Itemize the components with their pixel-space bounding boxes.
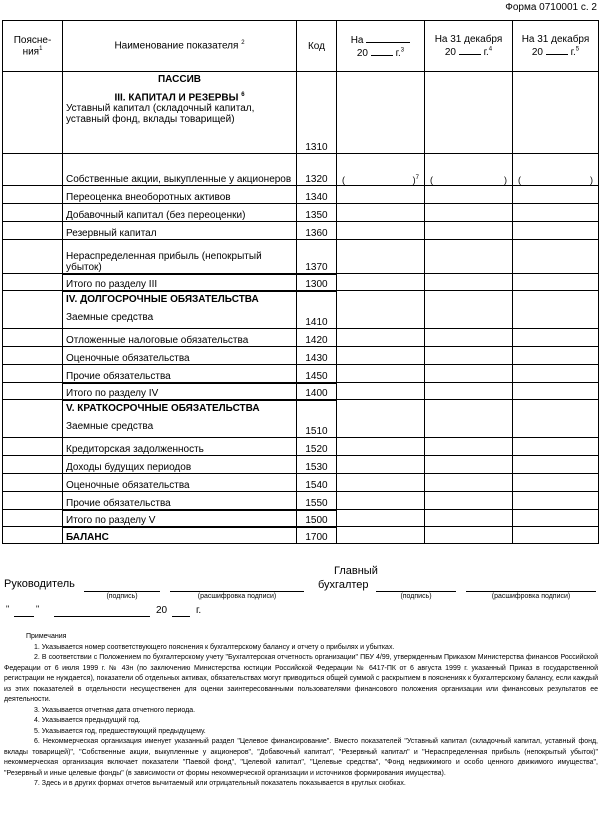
- row-label: Резервный капитал: [63, 222, 297, 240]
- row-code: 1360: [297, 222, 337, 240]
- value-cell[interactable]: [337, 240, 425, 274]
- table-row: [3, 383, 599, 400]
- value-cell[interactable]: [337, 204, 425, 222]
- note-5: 5. Указывается год, предшествующий предыдущему.: [34, 727, 206, 735]
- chief-decode-line[interactable]: [466, 581, 596, 592]
- value-cell[interactable]: [513, 186, 599, 204]
- value-cell[interactable]: [513, 383, 599, 400]
- notes-title: Примечания: [26, 633, 67, 640]
- row-code: 1500: [297, 510, 337, 527]
- value-cell[interactable]: [513, 274, 599, 291]
- note-3: 3. Указывается отчетная дата отчетного периода.: [34, 706, 196, 714]
- table-row: [3, 347, 599, 365]
- date-day-line[interactable]: [14, 606, 34, 617]
- row-label: Прочие обязательства: [63, 492, 297, 510]
- value-cell[interactable]: [425, 240, 513, 274]
- value-cell[interactable]: [513, 474, 599, 492]
- col-period3-header: На 31 декабря 20 г.$^5$: [513, 21, 599, 72]
- head-sign-caption: (подпись): [106, 593, 138, 600]
- table-row: [3, 492, 599, 510]
- value-cell[interactable]: [337, 365, 425, 383]
- row-code: 1530: [297, 456, 337, 474]
- row-code: 1350: [297, 204, 337, 222]
- value-cell[interactable]: ( ): [425, 154, 513, 186]
- value-cell[interactable]: [337, 291, 425, 329]
- row-code: 1310: [297, 72, 337, 154]
- value-cell[interactable]: [337, 492, 425, 510]
- value-cell[interactable]: [425, 400, 513, 438]
- row-code: 1520: [297, 438, 337, 456]
- row-code: 1450: [297, 365, 337, 383]
- value-cell[interactable]: [337, 510, 425, 527]
- section-4-title: IV. ДОЛГОСРОЧНЫЕ ОБЯЗАТЕЛЬСТВА: [66, 293, 259, 305]
- row-label: Оценочные обязательства: [63, 474, 297, 492]
- value-cell[interactable]: [513, 240, 599, 274]
- row-label: Заемные средства: [66, 311, 154, 323]
- section-3-title: III. КАПИТАЛ И РЕЗЕРВЫ $^6$: [114, 92, 245, 104]
- row-code: 1420: [297, 329, 337, 347]
- value-cell[interactable]: [425, 492, 513, 510]
- table-row: [3, 527, 599, 544]
- chief-label-b: бухгалтер: [318, 579, 369, 591]
- head-decode-line[interactable]: [170, 581, 304, 592]
- chief-sign-line[interactable]: [376, 581, 456, 592]
- col-note-header: Поясне- ния$^1$: [3, 21, 63, 72]
- value-cell[interactable]: [513, 72, 599, 154]
- value-cell[interactable]: ( ): [513, 154, 599, 186]
- value-cell[interactable]: [513, 456, 599, 474]
- row-label: Добавочный капитал (без переоценки): [63, 204, 297, 222]
- col-name-header: Наименование показателя $^2$: [63, 21, 297, 72]
- row-code: 1400: [297, 383, 337, 400]
- col-period1-header: На 20 г.$^3$: [337, 21, 425, 72]
- head-label: Руководитель: [4, 578, 75, 590]
- table-row: [3, 474, 599, 492]
- value-cell[interactable]: [425, 365, 513, 383]
- row-code: 1320: [297, 154, 337, 186]
- value-cell[interactable]: [337, 456, 425, 474]
- row-code: 1430: [297, 347, 337, 365]
- row-label: Собственные акции, выкупленные у акционеров: [63, 154, 297, 186]
- table-row: [3, 438, 599, 456]
- value-cell[interactable]: [425, 347, 513, 365]
- row-label: Кредиторская задолженность: [63, 438, 297, 456]
- value-cell[interactable]: [513, 222, 599, 240]
- table-row: [3, 510, 599, 527]
- row-code: 1540: [297, 474, 337, 492]
- table-row: [3, 154, 599, 186]
- passiv-title: ПАССИВ: [157, 74, 201, 85]
- value-cell[interactable]: [513, 438, 599, 456]
- row-label: Нераспределенная прибыль (непокрытый убыток): [63, 240, 297, 274]
- value-cell[interactable]: [337, 474, 425, 492]
- note-4: 4. Указывается предыдущий год.: [34, 717, 141, 724]
- value-cell[interactable]: [337, 274, 425, 291]
- note-7: 7. Здесь и в других формах отчетов вычитаемый или отрицательный показатель показывается в круглых скобках.: [34, 780, 406, 787]
- table-row: [3, 186, 599, 204]
- table-row: [3, 456, 599, 474]
- value-cell[interactable]: [425, 329, 513, 347]
- chief-sign-caption: (подпись): [400, 593, 432, 600]
- row-code: 1410: [297, 291, 337, 329]
- row-label: Итого по разделу V: [63, 510, 297, 527]
- value-cell[interactable]: [425, 510, 513, 527]
- row-code: 1550: [297, 492, 337, 510]
- value-cell[interactable]: [337, 400, 425, 438]
- date-quote-close: ": [36, 604, 40, 614]
- row-label: Переоценка внеоборотных активов: [63, 186, 297, 204]
- col-code-header: Код: [297, 21, 337, 72]
- row-code: 1370: [297, 240, 337, 274]
- table-row: [3, 240, 599, 274]
- row-code: 1340: [297, 186, 337, 204]
- table-row: [3, 72, 599, 154]
- head-decode-caption: (расшифровка подписи): [197, 593, 277, 600]
- value-cell[interactable]: [337, 72, 425, 154]
- note-6: 6. Некоммерческая организация именует указанный раздел "Целевое финансирование". Вместо показателей "Уставный капитал (складочный капитал, уставный фонд, вклады товарищей)", "Собственные акции, выкупленные у акционеров", "Добавочный капитал", "Резервный капитал" и "Нераспределенная прибыль (непокрытый убыток)" некоммерческая организация включает показатели "Паевой фонд", "Целевой капитал", "Целевые средства", "Фонд недвижимого и особо ценного движимого имущества", "Резервный и иные целевые фонды" (в зависимости от формы некоммерческой организации и источников формирования имущества).: [4, 738, 598, 777]
- value-cell[interactable]: [425, 291, 513, 329]
- note-1: 1. Указывается номер соответствующего пояснения к бухгалтерскому балансу и отчету о прибылях и убытках.: [34, 643, 395, 651]
- row-label: Оценочные обязательства: [63, 347, 297, 365]
- value-cell[interactable]: [337, 186, 425, 204]
- row-label: Доходы будущих периодов: [63, 456, 297, 474]
- table-row: [3, 329, 599, 347]
- col-period2-header: На 31 декабря 20 г.$^4$: [425, 21, 513, 72]
- value-cell[interactable]: [513, 329, 599, 347]
- row-label: Прочие обязательства: [63, 365, 297, 383]
- notes: [4, 632, 598, 790]
- date-year-line[interactable]: [172, 606, 190, 617]
- row-label: Заемные средства: [66, 420, 154, 432]
- value-cell[interactable]: [337, 438, 425, 456]
- value-cell[interactable]: [337, 527, 425, 544]
- value-cell[interactable]: [425, 438, 513, 456]
- table-header: [3, 21, 599, 72]
- chief-decode-caption: (расшифровка подписи): [491, 593, 571, 600]
- row-label: Уставный капитал (складочный капитал, уставный фонд, вклады товарищей): [66, 103, 255, 126]
- table-row: [3, 400, 599, 438]
- value-cell[interactable]: [513, 365, 599, 383]
- value-cell[interactable]: [513, 204, 599, 222]
- value-cell[interactable]: [337, 383, 425, 400]
- chief-label-a: Главный: [334, 565, 378, 577]
- value-cell[interactable]: [425, 222, 513, 240]
- balance-table: [2, 20, 599, 544]
- value-cell[interactable]: [337, 222, 425, 240]
- date-year-prefix: 20: [156, 605, 168, 616]
- value-cell[interactable]: ( )$^7$: [337, 154, 425, 186]
- row-code: 1300: [297, 274, 337, 291]
- value-cell[interactable]: [425, 527, 513, 544]
- table-row: [3, 365, 599, 383]
- date-month-line[interactable]: [54, 606, 150, 617]
- value-cell[interactable]: [425, 204, 513, 222]
- date-year-suffix: г.: [196, 605, 202, 616]
- value-cell[interactable]: [513, 492, 599, 510]
- value-cell[interactable]: [425, 474, 513, 492]
- table-row: [3, 204, 599, 222]
- value-cell[interactable]: [513, 400, 599, 438]
- value-cell[interactable]: [425, 383, 513, 400]
- table-row: [3, 222, 599, 240]
- value-cell[interactable]: [425, 274, 513, 291]
- note-2: 2. В соответствии с Положением по бухгалтерскому учету "Бухгалтерская отчетность организации" ПБУ 4/99, утвержденным Приказом Министерства финансов Российской Федерации от 6 июля 1999 г. № 43н (по заключению Министерства юстиции Российской Федерации № 6417-ПК от 6 августа 1999 г. указанный Приказ в государственной регистрации не нуждается), показатели об отдельных активах, обязательствах могут приводиться общей суммой с раскрытием в пояснениях к бухгалтерскому балансу, если каждый из этих показателей в отдельности несущественен для оценки заинтересованными пользователями финансового положения организации или финансовых результатов ее деятельности.: [4, 654, 598, 703]
- table-row: [3, 274, 599, 291]
- value-cell[interactable]: [425, 186, 513, 204]
- table-row: [3, 291, 599, 329]
- value-cell[interactable]: [513, 347, 599, 365]
- value-cell[interactable]: [337, 329, 425, 347]
- value-cell[interactable]: [425, 72, 513, 154]
- row-code: 1700: [297, 527, 337, 544]
- value-cell[interactable]: [425, 456, 513, 474]
- form-code: Форма 0710001 с. 2: [505, 2, 597, 13]
- value-cell[interactable]: [513, 510, 599, 527]
- section-5-title: V. КРАТКОСРОЧНЫЕ ОБЯЗАТЕЛЬСТВА: [66, 402, 260, 414]
- row-label: БАЛАНС: [63, 527, 297, 544]
- value-cell[interactable]: [337, 347, 425, 365]
- date-quote-open: ": [6, 604, 10, 614]
- head-sign-line[interactable]: [84, 581, 160, 592]
- value-cell[interactable]: [513, 527, 599, 544]
- value-cell[interactable]: [513, 291, 599, 329]
- row-label: Отложенные налоговые обязательства: [63, 329, 297, 347]
- row-label: Итого по разделу III: [63, 274, 297, 291]
- row-label: Итого по разделу IV: [63, 383, 297, 400]
- row-code: 1510: [297, 400, 337, 438]
